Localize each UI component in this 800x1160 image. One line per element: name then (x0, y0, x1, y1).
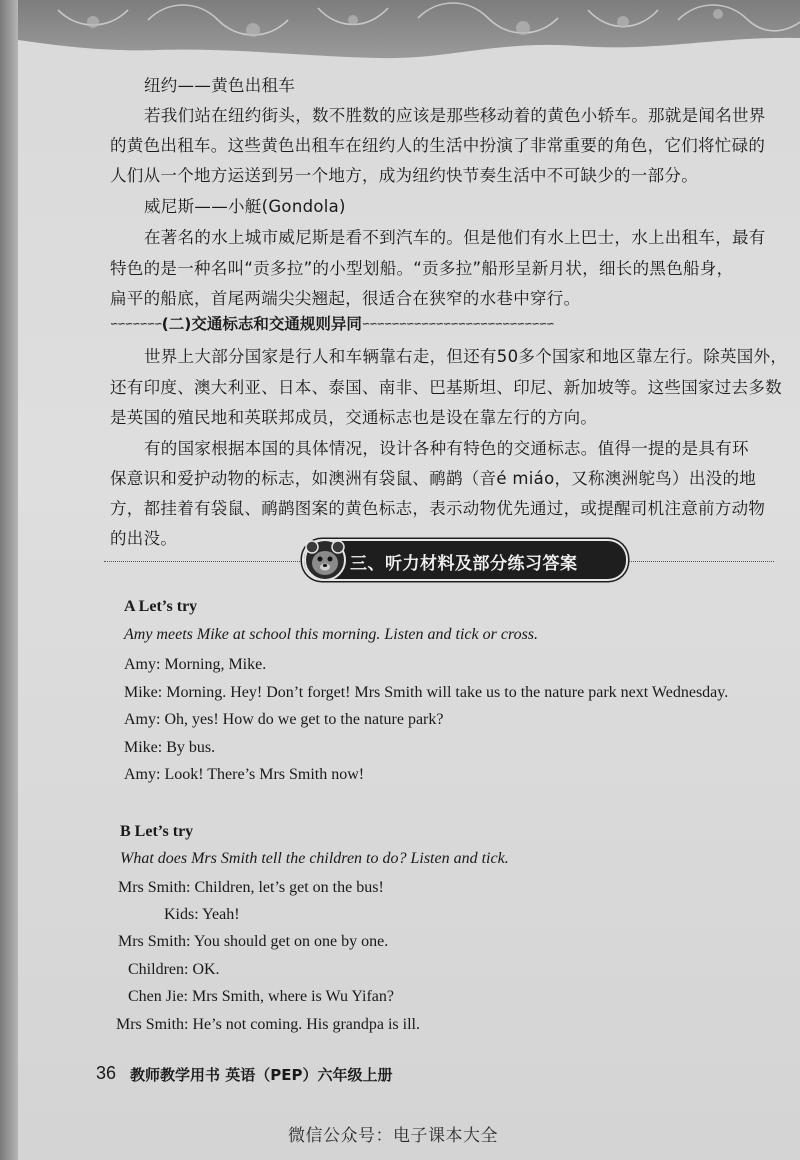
paragraph-line: 方，都挂着有袋鼠、鸸鹋图案的黄色标志，表示动物优先通过，或提醒司机注意前方动物 (110, 499, 766, 518)
paragraph-line: 特色的是一种名叫“贡多拉”的小型划船。“贡多拉”船形呈新月状，细长的黑色船身， (110, 259, 734, 278)
paragraph-line: 扁平的船底，首尾两端尖尖翘起，很适合在狭窄的水巷中穿行。 (110, 289, 581, 308)
section-heading-traffic-signs (110, 312, 554, 334)
paragraph-line: 有的国家根据本国的具体情况，设计各种有特色的交通标志。值得一提的是具有环 (144, 439, 749, 458)
subtitle-new-york: 纽约——黄色出租车 (144, 76, 296, 95)
paragraph-line: 人们从一个地方运送到另一个地方，成为纽约快节奏生活中不可缺少的一部分。 (110, 166, 698, 185)
dialogue-line: Mrs Smith: Children, let’s get on the bus! (118, 879, 384, 896)
dialogue-line: Amy: Look! There’s Mrs Smith now! (124, 766, 365, 783)
section-banner (304, 541, 626, 579)
book-title: 教师教学用书 英语（PEP）六年级上册 (130, 1066, 393, 1084)
section-heading-text: (二)交通标志和交通规则异同 (161, 315, 362, 333)
book-page (18, 0, 800, 1160)
dialogue-line: Mrs Smith: You should get on one by one. (118, 933, 389, 950)
dialogue-line: Amy: Morning, Mike. (124, 656, 267, 673)
wavy-rule-left: ∽∽∽∽∽∽∽ (110, 319, 162, 330)
watermark-text: 微信公众号：电子课本大全 (288, 1126, 498, 1146)
dialogue-line: Mike: By bus. (124, 739, 216, 756)
paragraph-line: 的黄色出租车。这些黄色出租车在纽约人的生活中扮演了非常重要的角色，它们将忙碌的 (110, 136, 766, 155)
wavy-rule-right: ∽∽∽∽∽∽∽∽∽∽∽∽∽∽∽∽∽∽∽∽∽∽∽∽∽∽ (361, 319, 554, 330)
instruction-b: What does Mrs Smith tell the children to do? Listen and tick. (120, 850, 509, 867)
paragraph-line: 世界上大部分国家是行人和车辆靠右走，但还有50多个国家和地区靠左行。除英国外， (144, 347, 788, 366)
paragraph-line: 是英国的殖民地和英联邦成员，交通标志也是设在靠左行的方向。 (110, 408, 598, 427)
dialogue-line: Mrs Smith: He’s not coming. His grandpa is ill. (116, 1016, 420, 1033)
heading-b-lets-try: B Let’s try (120, 823, 194, 840)
heading-a-lets-try: A Let’s try (124, 598, 198, 615)
dialogue-line: Chen Jie: Mrs Smith, where is Wu Yifan? (128, 988, 394, 1005)
page-number: 36 (96, 1063, 117, 1083)
paragraph-line: 在著名的水上城市威尼斯是看不到汽车的。但是他们有水上巴士，水上出租车，最有 (144, 228, 766, 247)
bear-icon (302, 536, 348, 582)
dialogue-line: Mike: Morning. Hey! Don’t forget! Mrs Smith will take us to the nature park next Wednesday. (124, 684, 729, 701)
dialogue-line: Kids: Yeah! (164, 906, 240, 923)
subtitle-venice: 威尼斯——小艇(Gondola) (144, 197, 346, 216)
page-binding-shadow (0, 0, 18, 1160)
dialogue-line: Children: OK. (128, 961, 220, 978)
paragraph-line: 保意识和爱护动物的标志，如澳洲有袋鼠、鸸鹋（音é miáo，又称澳洲鸵鸟）出没的地 (110, 469, 757, 488)
page-content (18, 0, 800, 1160)
paragraph-line: 的出没。 (110, 529, 178, 548)
banner-title: 三、听力材料及部分练习答案 (350, 554, 578, 574)
paragraph-line: 还有印度、澳大利亚、日本、泰国、南非、巴基斯坦、印尼、新加坡等。这些国家过去多数 (110, 378, 782, 397)
paragraph-line: 若我们站在纽约街头，数不胜数的应该是那些移动着的黄色小轿车。那就是闻名世界 (144, 106, 766, 125)
instruction-a: Amy meets Mike at school this morning. Listen and tick or cross. (124, 626, 539, 643)
dialogue-line: Amy: Oh, yes! How do we get to the nature park? (124, 711, 444, 728)
